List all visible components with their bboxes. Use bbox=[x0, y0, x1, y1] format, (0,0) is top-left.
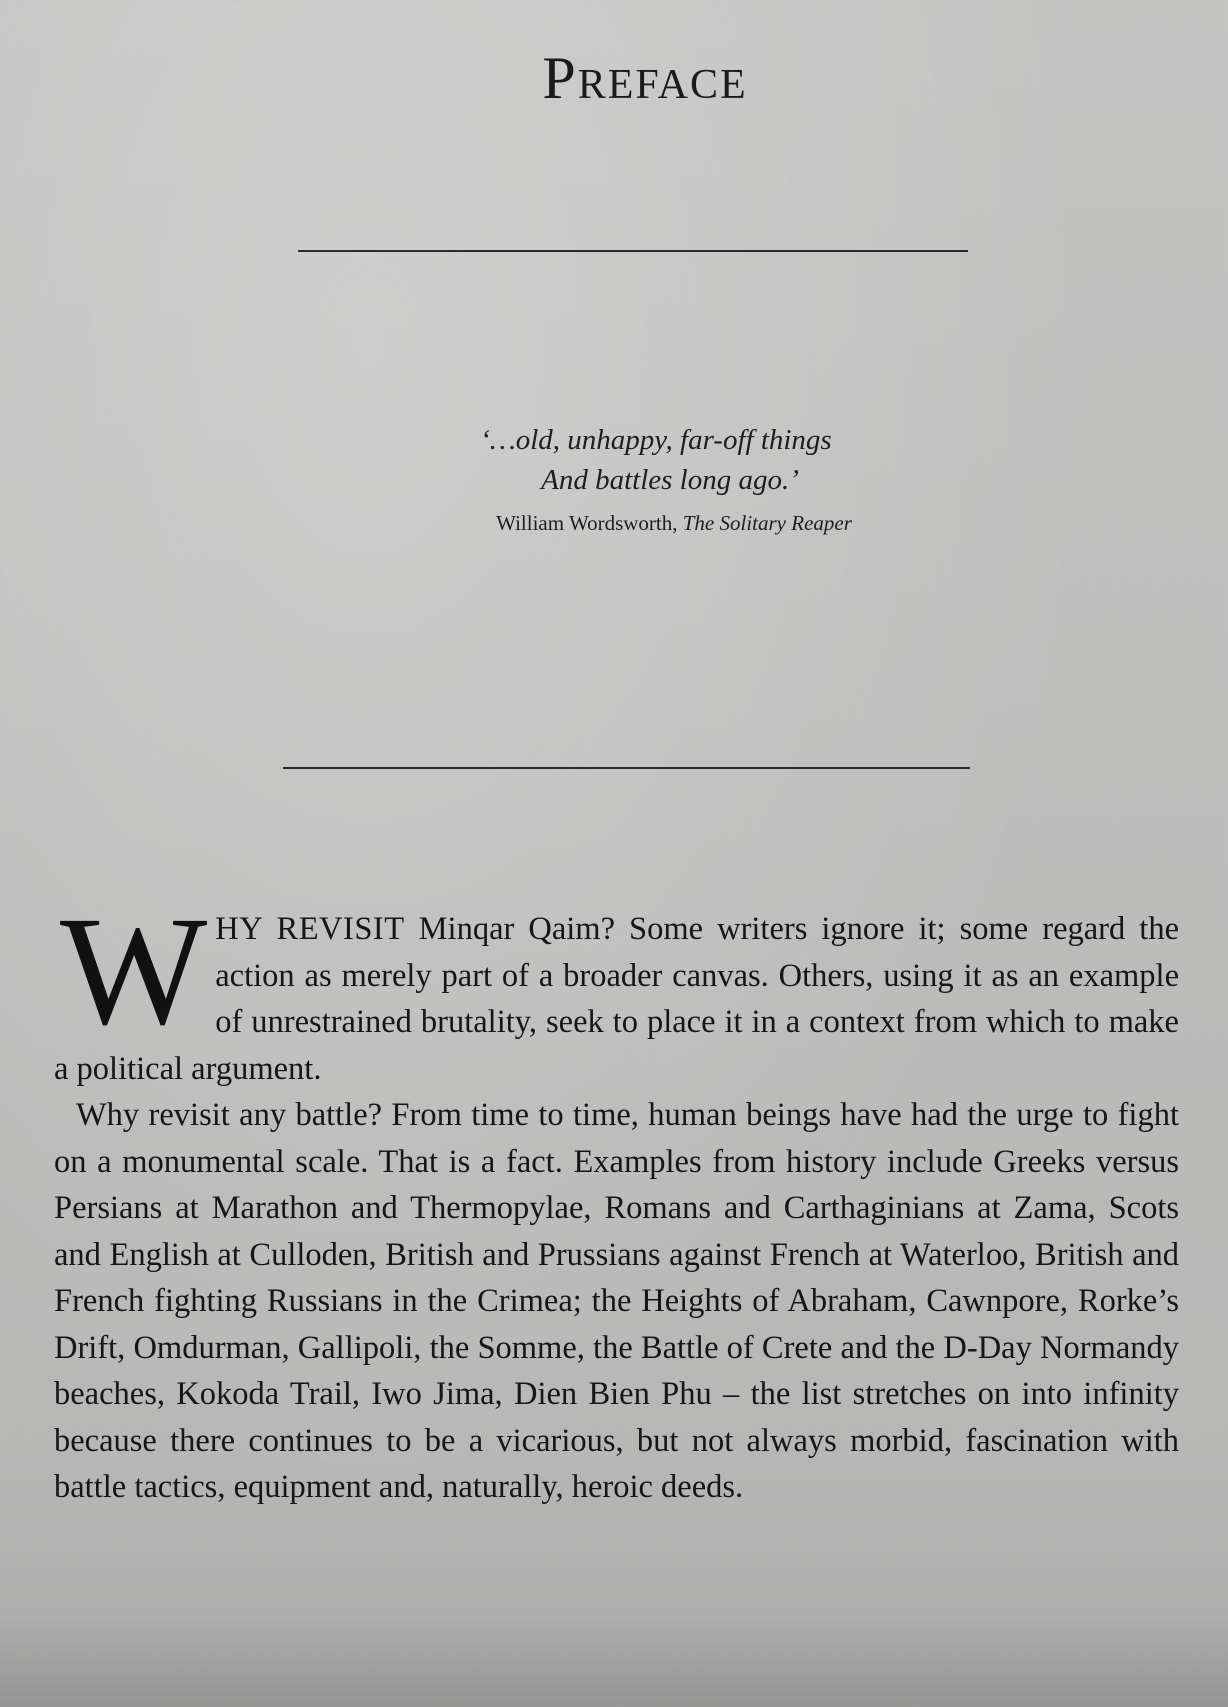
epigraph bbox=[300, 420, 980, 538]
body-text bbox=[54, 884, 1179, 1511]
epigraph-line-1: ‘…old, unhappy, far-off things bbox=[480, 424, 832, 456]
epigraph-work: The Solitary Reaper bbox=[682, 511, 852, 535]
drop-cap: W bbox=[60, 884, 208, 1057]
epigraph-attribution bbox=[334, 508, 1014, 538]
paragraph-1-text: Minqar Qaim? Some writers ignore it; some regard the action as merely part of a broader canvas. Others, using it as an example of unrestrained brutality, seek to place it in a context from which to make a political argument. bbox=[54, 911, 1179, 1087]
top-divider bbox=[298, 250, 968, 252]
lead-in-caps: HY REVISIT bbox=[215, 911, 405, 947]
epigraph-line-2: And battles long ago.’ bbox=[541, 464, 799, 496]
bottom-divider bbox=[283, 767, 970, 769]
paragraph-1 bbox=[54, 884, 1179, 1092]
epigraph-author: William Wordsworth, bbox=[496, 511, 683, 535]
paragraph-2: Why revisit any battle? From time to time, human beings have had the urge to fight on a monumental scale. That is a fact. Examples from history include Greeks versus Persians at Marathon and Thermopylae, Romans and Carthaginians at Zama, Scots and English at Culloden, British and Prussians against French at Waterloo, British and French fighting Russians in the Crimea; the Heights of Abraham, Cawnpore, Rorke’s Drift, Omdurman, Gallipoli, the Somme, the Battle of Crete and the D-Day Normandy beaches, Kokoda Trail, Iwo Jima, Dien Bien Phu – the list stretches on into infinity because there continues to be a vicarious, but not always morbid, fascination with battle tactics, equipment and, naturally, heroic deeds. bbox=[54, 1097, 1179, 1505]
page-shadow bbox=[0, 1617, 1228, 1707]
page-title: Preface bbox=[542, 45, 748, 111]
